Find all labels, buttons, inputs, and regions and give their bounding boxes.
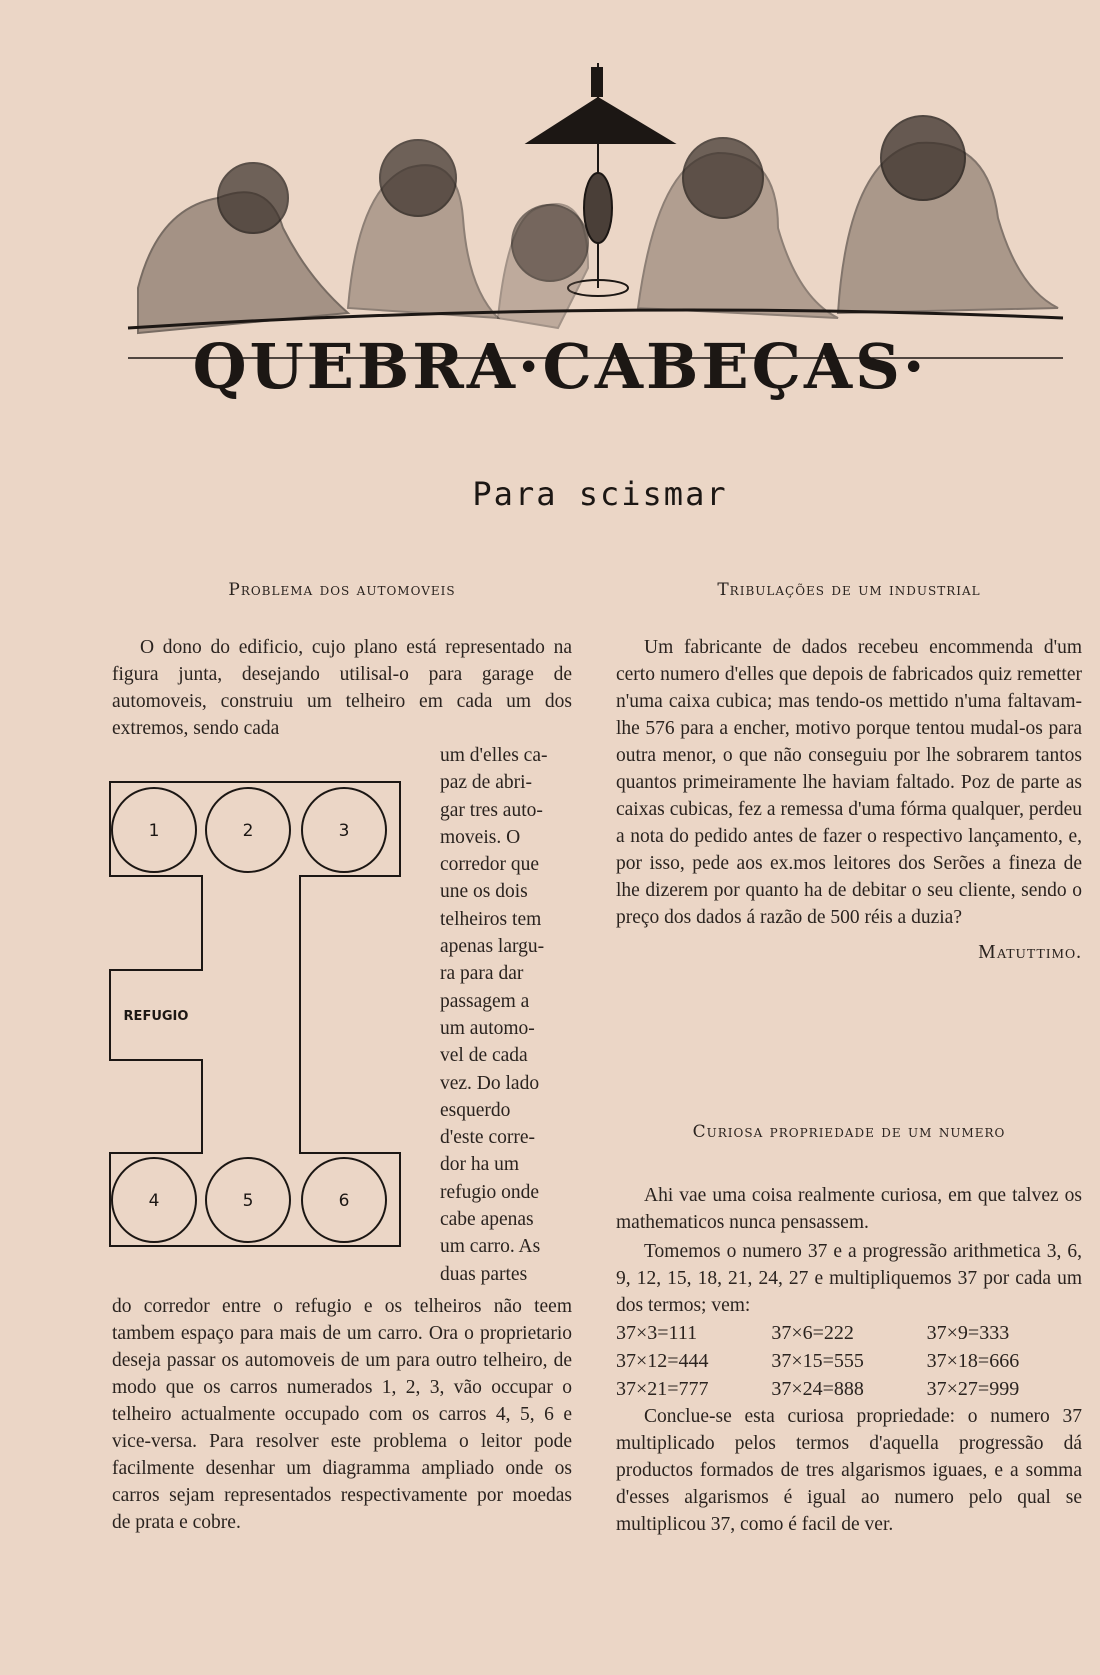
narrow-line: um carro. As	[440, 1236, 541, 1258]
product-cell: 37×9=333	[926, 1322, 1010, 1344]
narrow-line: um d'elles ca-	[440, 745, 548, 766]
refuge-label: REFUGIO	[123, 1009, 189, 1024]
product-cell: 37×3=111	[616, 1322, 698, 1344]
narrow-line: apenas largu-	[440, 936, 545, 958]
car-label-2: 2	[242, 821, 254, 841]
narrow-line: cabe apenas	[440, 1209, 534, 1231]
narrow-line: telheiros tem	[440, 908, 542, 930]
product-cell: 37×24=888	[771, 1378, 864, 1400]
narrow-line: esquerdo	[440, 1099, 511, 1121]
car-label-1: 1	[148, 821, 160, 841]
left-heading: Problema dos automoveis	[228, 580, 456, 600]
narrow-line: vel de cada	[440, 1045, 528, 1067]
right-section-1	[616, 634, 1082, 966]
section-title: QUEBRA·CABEÇAS·	[192, 330, 928, 403]
narrow-line: refugio onde	[440, 1181, 540, 1203]
narrow-line: um automo-	[440, 1017, 535, 1039]
car-label-5: 5	[242, 1191, 254, 1211]
narrow-line: moveis. O	[440, 826, 521, 848]
products-table	[616, 1319, 1082, 1403]
narrow-line: une os dois	[440, 881, 528, 903]
narrow-line: d'este corre-	[440, 1127, 535, 1149]
author-signature: Matuttimo.	[978, 942, 1082, 963]
narrow-line: ra para dar	[440, 963, 524, 985]
right-para-1: Um fabricante de dados recebeu encommenda d'um certo numero d'elles que depois de fabricados quiz remetter n'uma caixa cubica; mas tendo-os mettido n'uma faltavam-lhe 576 para a encher, motivo porque tentou mudal-os para outra menor, o que não conseguiu por lhe sobrarem tantos quantos primeiramente lhe haviam faltado. Poz de parte as caixas cubicas, fez a remessa d'uma fórma qualquer, perdeu a nota do pedido antes de fazer o respectivo lançamento, e, por isso, pede aos ex.mos leitores dos Serões a fineza de lhe dizerem por quanto ha de debitar o seu cliente, sendo o preço dos dados á razão de 500 réis a duzia?	[616, 637, 1082, 928]
narrow-line: gar tres auto-	[440, 799, 543, 821]
product-cell: 37×15=555	[771, 1350, 864, 1372]
right-para-2: Ahi vae uma coisa realmente curiosa, em que talvez os mathematicos nunca pensassem.	[616, 1185, 1082, 1233]
car-label-3: 3	[338, 821, 350, 841]
product-cell: 37×6=222	[771, 1322, 854, 1344]
right-section-2	[616, 1182, 1082, 1538]
left-paragraph-top	[112, 634, 572, 742]
right-heading-2: Curiosa propriedade de um numero	[692, 1122, 1006, 1142]
narrow-line: passagem a	[440, 990, 530, 1012]
right-para-4: Conclue-se esta curiosa propriedade: o numero 37 multiplicado pelos termos d'aquella progressão dá productos formados de tres algarismos iguaes, e a somma d'esses algarismos é igual ao numero pelo qual se multiplicou 37, como é facil de ver.	[616, 1406, 1082, 1535]
product-cell: 37×12=444	[616, 1350, 709, 1372]
narrow-line: paz de abri-	[440, 772, 533, 794]
narrow-line: vez. Do lado	[440, 1072, 540, 1094]
left-paragraph-bottom	[112, 1293, 572, 1536]
car-label-4: 4	[148, 1191, 160, 1211]
left-para-bottom-text: do corredor entre o refugio e os telheiros não teem tambem espaço para mais de um carro. Ora o proprietario deseja passar os automoveis de um para outro telheiro, de modo que os carros numerados 1, 2, 3, vão occupar o telheiro actualmente occupado com os carros 4, 5, 6 e vice-versa. Para resolver este problema o leitor pode facilmente desenhar um diagramma ampliado onde os carros sejam representados respectivamente por moedas de prata e cobre.	[112, 1296, 572, 1533]
garage-plan-diagram	[108, 780, 403, 1258]
product-cell: 37×27=999	[926, 1378, 1020, 1400]
left-narrow-text	[440, 742, 573, 1288]
left-para-top-text: O dono do edificio, cujo plano está representado na figura junta, desejando utilisal-o para garage de automoveis, construiu um telheiro em cada um dos extremos, sendo cada	[112, 637, 572, 739]
right-heading-1: Tribulações de um industrial	[717, 580, 981, 600]
narrow-line: corredor que	[440, 854, 540, 876]
right-para-3: Tomemos o numero 37 e a progressão arithmetica 3, 6, 9, 12, 15, 18, 21, 24, 27 e multipliquemos 37 por cada um dos termos; vem:	[616, 1241, 1082, 1316]
narrow-line: duas partes	[440, 1263, 528, 1285]
product-cell: 37×18=666	[926, 1350, 1020, 1372]
car-label-6: 6	[338, 1191, 350, 1211]
product-cell: 37×21=777	[616, 1378, 709, 1400]
page-subtitle: Para scismar	[472, 475, 728, 513]
narrow-line: dor ha um	[440, 1154, 520, 1176]
